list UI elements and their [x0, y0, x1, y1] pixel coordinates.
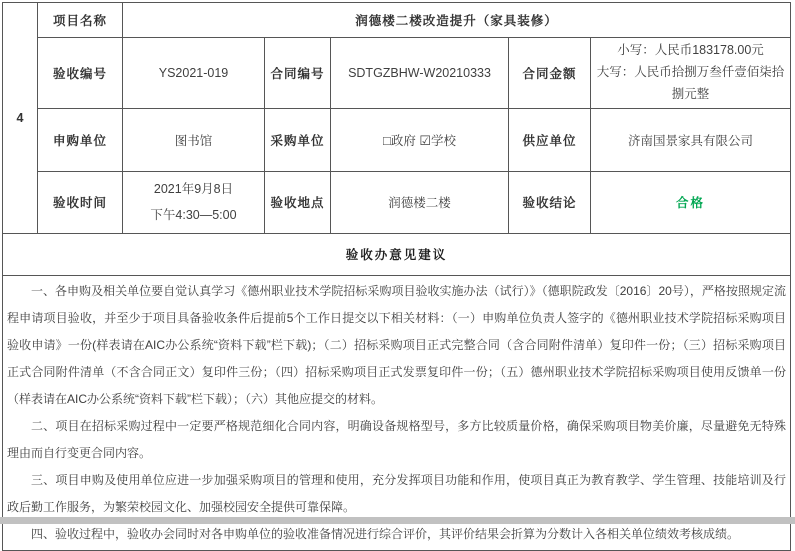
- opinions-section-title: 验收办意见建议: [3, 233, 791, 275]
- acceptance-date: 2021年9月8日: [153, 181, 234, 196]
- project-name-label: 项目名称: [38, 3, 123, 38]
- contract-no-value: SDTGZBHW-W20210333: [331, 38, 509, 109]
- opinion-paragraph-3: 三、项目申购及使用单位应进一步加强采购项目的管理和使用，充分发挥项目功能和作用，使项目真正为教育教学、学生管理、技能培训及行政后勤工作服务，为繁荣校园文化、加强校园安全提供可靠保障。: [7, 472, 786, 514]
- record-row-number: 4: [3, 3, 38, 234]
- acceptance-place-label: 验收地点: [265, 171, 331, 233]
- page-bottom-edge: [0, 517, 795, 524]
- opinions-body: [3, 275, 791, 550]
- purchase-unit-value: 图书馆: [123, 108, 265, 171]
- purchase-unit-label: 申购单位: [38, 108, 123, 171]
- amount-in-figures: 小写：人民币183178.00元: [617, 43, 764, 57]
- contract-no-label: 合同编号: [265, 38, 331, 109]
- conclusion-value: 合格: [591, 171, 791, 233]
- supplier-value: 济南国景家具有限公司: [591, 108, 791, 171]
- amount-in-words: 大写：人民币拾捌万叁仟壹佰柒拾捌元整: [596, 64, 785, 101]
- acceptance-hours: 下午4:30—5:00: [150, 208, 237, 223]
- procurement-unit-label: 采购单位: [265, 108, 331, 171]
- opinion-paragraph-2: 二、项目在招标采购过程中一定要严格规范细化合同内容，明确设备规格型号，多方比较质量价格，确保采购项目物美价廉，尽量避免无特殊理由而自行变更合同内容。: [7, 418, 786, 460]
- acceptance-record-table: [2, 2, 791, 551]
- procurement-option-school: 学校: [431, 133, 457, 148]
- checkbox-checked-icon: ☑: [419, 132, 431, 148]
- supplier-label: 供应单位: [509, 108, 591, 171]
- contract-amount-value: [591, 38, 791, 109]
- acceptance-no-label: 验收编号: [38, 38, 123, 109]
- acceptance-place-value: 润德楼二楼: [331, 171, 509, 233]
- acceptance-time-value: [123, 171, 265, 233]
- opinion-paragraph-4: 四、验收过程中，验收办会同时对各申购单位的验收准备情况进行综合评价，其评价结果会折算为分数计入各相关单位绩效考核成绩。: [31, 526, 740, 541]
- project-name-value: 润德楼二楼改造提升（家具装修）: [123, 3, 791, 38]
- conclusion-label: 验收结论: [509, 171, 591, 233]
- acceptance-no-value: YS2021-019: [123, 38, 265, 109]
- checkbox-unchecked-icon: □: [382, 132, 391, 148]
- acceptance-time-label: 验收时间: [38, 171, 123, 233]
- opinion-paragraph-1: 一、各申购及相关单位要自觉认真学习《德州职业技术学院招标采购项目验收实施办法（试行）》（德职院政发〔2016〕20号），严格按照规定流程申请项目验收，并至少于项目具备验收条件后提前5个工作日提交以下相关材料：（一）申购单位负责人签字的《德州职业技术学院招标采购项目验收申请》一份(样表请在AIC办公系统“资料下载”栏下载)；（二）招标采购项目正式完整合同（含合同附件清单）复印件一份；（三）招标采购项目正式合同附件清单（不含合同正文）复印件三份；（四）招标采购项目正式发票复印件一份；（五）德州职业技术学院招标采购项目使用反馈单一份（样表请在AIC办公系统“资料下载”栏下载）；（六）其他应提交的材料。: [7, 283, 786, 406]
- procurement-option-government: 政府: [390, 133, 416, 148]
- contract-amount-label: 合同金额: [509, 38, 591, 109]
- procurement-unit-value: [331, 108, 509, 171]
